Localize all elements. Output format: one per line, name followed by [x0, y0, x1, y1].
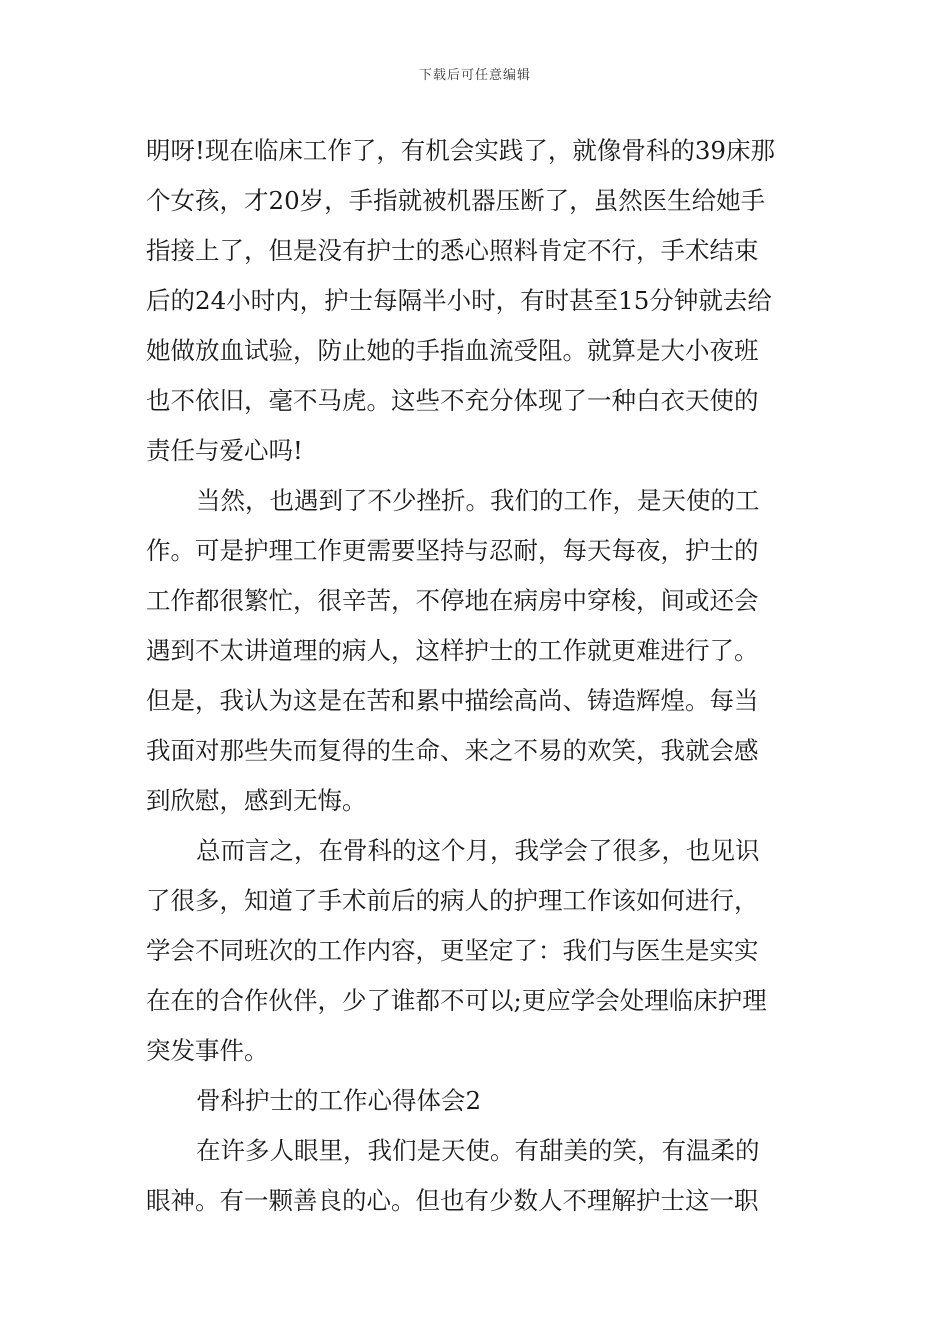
page-header: 下载后可任意编辑	[418, 68, 531, 83]
section-heading: 骨科护士的工作心得体会2	[196, 1086, 482, 1115]
text-line: 责任与爱心吗!	[146, 436, 303, 465]
text-line: 突发事件。	[146, 1036, 269, 1065]
text-line: 在在的合作伙伴，少了谁都不可以;更应学会处理临床护理	[146, 986, 767, 1015]
text-line: 作。可是护理工作更需要坚持与忍耐，每天每夜，护士的	[146, 536, 759, 565]
text-line: 了很多，知道了手术前后的病人的护理工作该如何进行，	[146, 886, 759, 915]
text-line: 我面对那些失而复得的生命、来之不易的欢笑，我就会感	[146, 736, 759, 765]
text-line: 后的24小时内，护士每隔半小时，有时甚至15分钟就去给	[146, 286, 772, 315]
text-line: 但是，我认为这是在苦和累中描绘高尚、铸造辉煌。每当	[146, 686, 759, 715]
paragraph-start-line: 总而言之，在骨科的这个月，我学会了很多，也见识	[196, 836, 760, 865]
paragraph-start-line: 当然，也遇到了不少挫折。我们的工作，是天使的工	[196, 486, 760, 515]
text-line: 个女孩，才20岁，手指就被机器压断了，虽然医生给她手	[146, 186, 766, 215]
text-line: 指接上了，但是没有护士的悉心照料肯定不行，手术结束	[146, 236, 759, 265]
text-line: 到欣慰，感到无悔。	[146, 786, 367, 815]
text-line: 工作都很繁忙，很辛苦，不停地在病房中穿梭，间或还会	[146, 586, 759, 615]
text-line: 她做放血试验，防止她的手指血流受阻。就算是大小夜班	[146, 336, 759, 365]
paragraph-start-line: 在许多人眼里，我们是天使。有甜美的笑，有温柔的	[196, 1136, 760, 1165]
text-line: 明呀!现在临床工作了，有机会实践了，就像骨科的39床那	[146, 136, 776, 165]
text-line: 眼神。有一颗善良的心。但也有少数人不理解护士这一职	[146, 1186, 759, 1215]
text-line: 也不依旧，毫不马虎。这些不充分体现了一种白衣天使的	[146, 386, 759, 415]
text-line: 学会不同班次的工作内容，更坚定了：我们与医生是实实	[146, 936, 759, 965]
text-line: 遇到不太讲道理的病人，这样护士的工作就更难进行了。	[146, 636, 759, 665]
document-body	[146, 126, 806, 1226]
